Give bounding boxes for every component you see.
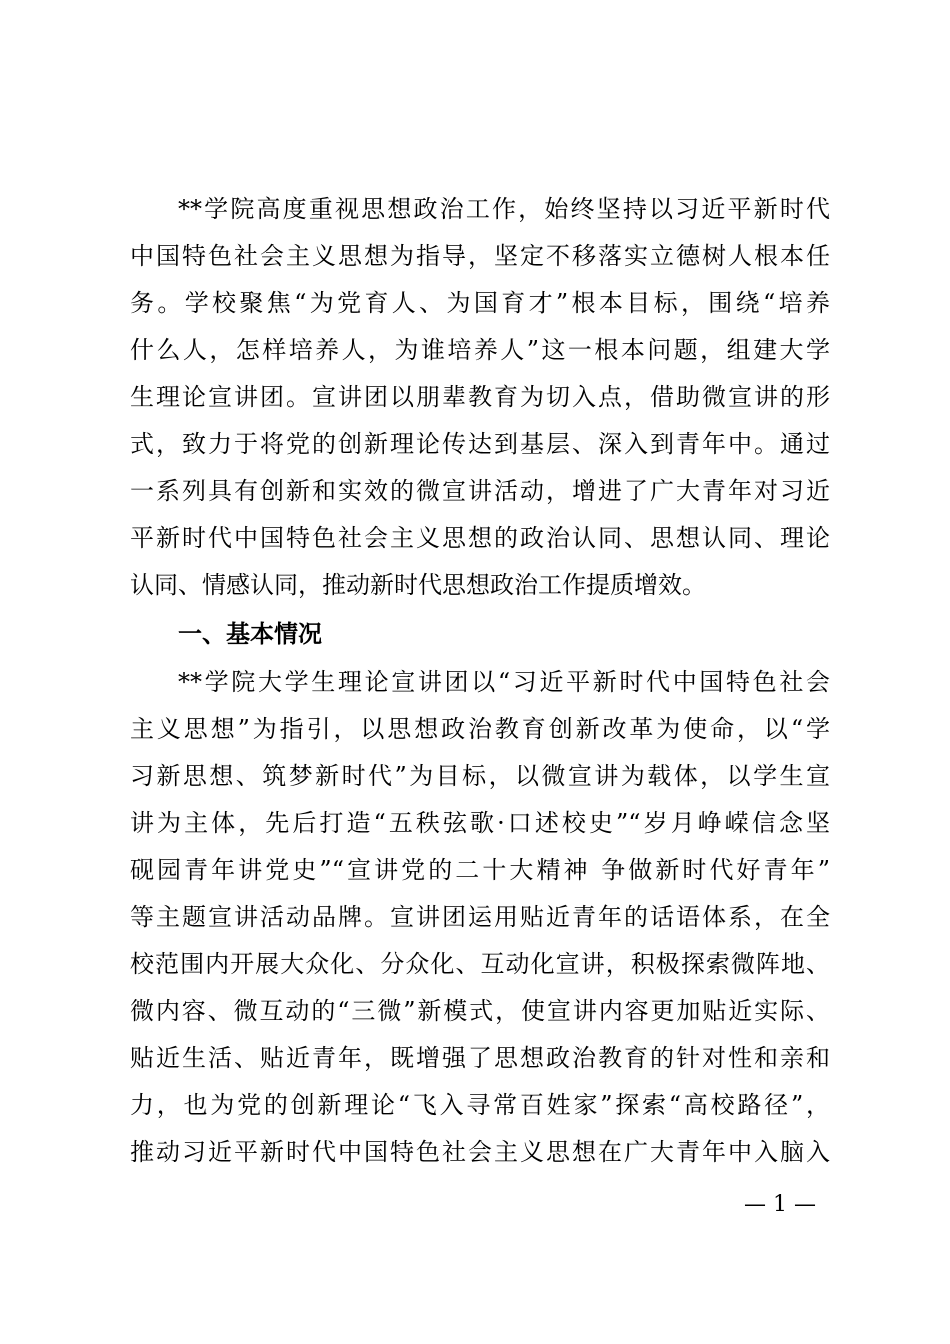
paragraph-line: 砚园青年讲党史”“宣讲党的二十大精神 争做新时代好青年” xyxy=(130,856,830,884)
paragraph-line: 务。学校聚焦“为党育人、为国育才”根本目标，围绕“培养 xyxy=(130,289,830,317)
page-number: — 1 — xyxy=(744,1192,816,1217)
paragraph-line: 习新思想、筑梦新时代”为目标，以微宣讲为载体，以学生宣 xyxy=(130,762,830,790)
paragraph-line: 平新时代中国特色社会主义思想的政治认同、思想认同、理论 xyxy=(130,524,830,552)
paragraph-line: 贴近生活、贴近青年，既增强了思想政治教育的针对性和亲和 xyxy=(130,1044,830,1072)
paragraph-line: 校范围内开展大众化、分众化、互动化宣讲，积极探索微阵地、 xyxy=(130,950,830,978)
paragraph-line: 等主题宣讲活动品牌。宣讲团运用贴近青年的话语体系，在全 xyxy=(130,903,830,931)
paragraph-line: 生理论宣讲团。宣讲团以朋辈教育为切入点，借助微宣讲的形 xyxy=(130,383,830,411)
section-heading: 一、基本情况 xyxy=(178,620,322,648)
paragraph-line: **学院高度重视思想政治工作，始终坚持以习近平新时代 xyxy=(178,195,830,223)
paragraph-line: 微内容、微互动的“三微”新模式，使宣讲内容更加贴近实际、 xyxy=(130,997,830,1025)
paragraph-line: 认同、情感认同，推动新时代思想政治工作提质增效。 xyxy=(130,571,706,599)
paragraph-line: 力，也为党的创新理论“飞入寻常百姓家”探索“高校路径”， xyxy=(130,1091,830,1119)
paragraph-line: 讲为主体，先后打造“五秩弦歌·口述校史”“岁月峥嵘信念坚 xyxy=(130,809,830,837)
paragraph-line: 推动习近平新时代中国特色社会主义思想在广大青年中入脑入 xyxy=(130,1138,830,1166)
paragraph-basic-situation xyxy=(130,659,830,1176)
paragraph-intro xyxy=(130,186,830,609)
paragraph-line: 什么人，怎样培养人，为谁培养人”这一根本问题，组建大学 xyxy=(130,336,830,364)
paragraph-line: 一系列具有创新和实效的微宣讲活动，增进了广大青年对习近 xyxy=(130,477,830,505)
paragraph-line: 中国特色社会主义思想为指导，坚定不移落实立德树人根本任 xyxy=(130,242,830,270)
paragraph-line: 式，致力于将党的创新理论传达到基层、深入到青年中。通过 xyxy=(130,430,830,458)
document-body xyxy=(130,186,830,1176)
paragraph-line: **学院大学生理论宣讲团以“习近平新时代中国特色社会 xyxy=(178,668,830,696)
paragraph-line: 主义思想”为指引，以思想政治教育创新改革为使命，以“学 xyxy=(130,715,830,743)
